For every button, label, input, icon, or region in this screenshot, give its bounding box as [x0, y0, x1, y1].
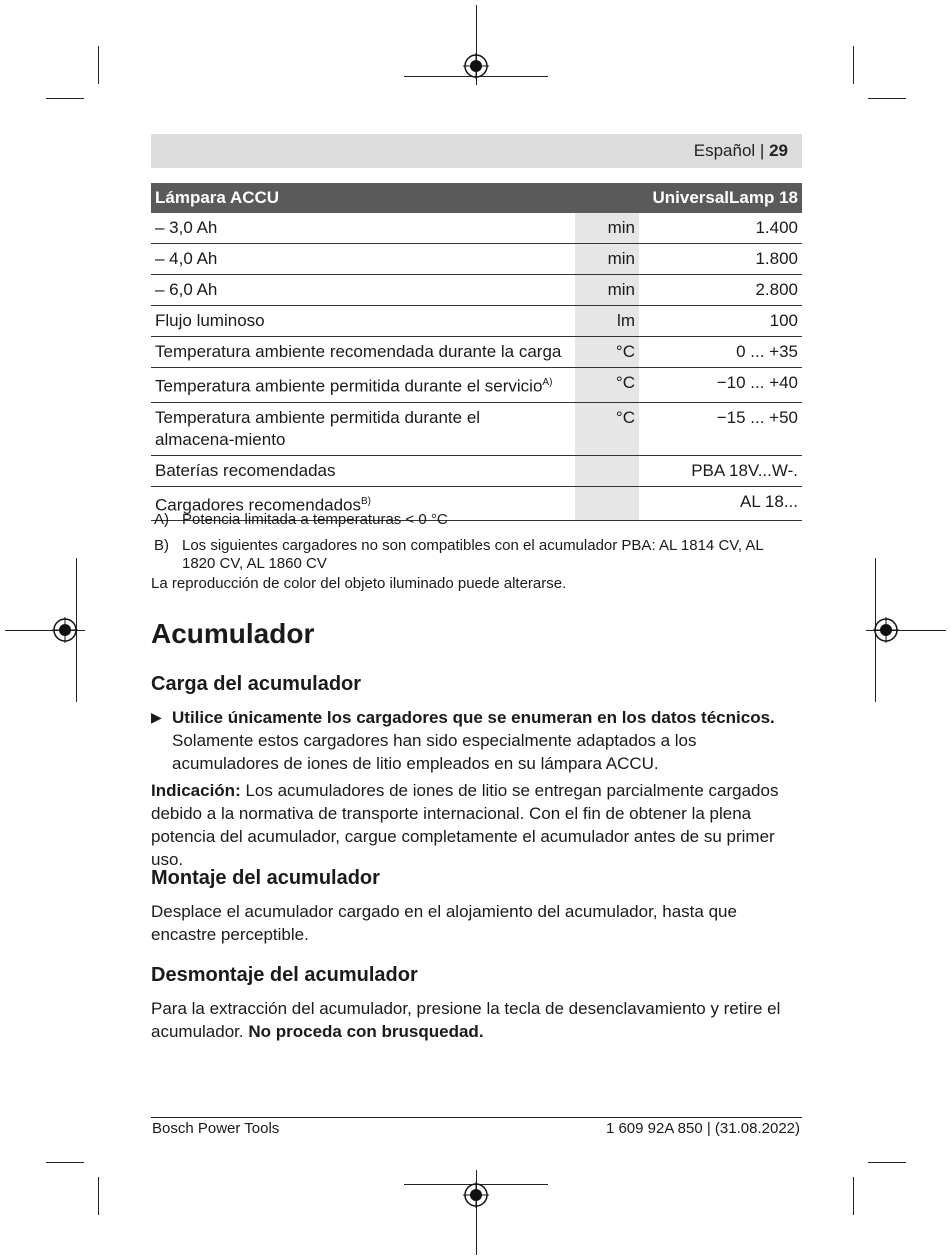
footer-doc-number: 1 609 92A 850 | (31.08.2022): [605, 1120, 800, 1137]
removal-title: Desmontaje del acumulador: [151, 964, 418, 986]
footnote-text: Potencia limitada a temperaturas < 0 °C: [182, 511, 448, 528]
row-value: 1.800: [639, 244, 802, 275]
row-label: – 4,0 Ah: [151, 244, 575, 275]
registration-mark-icon: [52, 617, 78, 643]
row-unit: °C: [575, 402, 639, 455]
row-value: −10 ... +40: [639, 368, 802, 403]
mounting-title: Montaje del acumulador: [151, 867, 380, 889]
crop-mark: [98, 46, 99, 84]
bullet-text: Solamente estos cargadores han sido especialmente adaptados a los acumuladores de iones de litio empleados en su lámpara ACCU.: [172, 731, 697, 773]
table-row: [151, 275, 802, 306]
mounting-text: Desplace el acumulador cargado en el alojamiento del acumulador, hasta que encastre perceptible.: [151, 902, 737, 944]
footer-brand: Bosch Power Tools: [152, 1120, 280, 1137]
footnote-key: B): [154, 537, 169, 554]
note-label: Indicación:: [151, 781, 241, 800]
footnote-key: A): [154, 511, 169, 528]
table-row: [151, 368, 802, 403]
crop-mark: [46, 98, 84, 99]
charging-bullet: [151, 706, 803, 775]
table-row: [151, 213, 802, 244]
crop-mark: [868, 98, 906, 99]
note-text: Los acumuladores de iones de litio se entregan parcialmente cargados debido a la normativa de transporte internacional. Con el fin de obtener la plena potencia del acumulador, cargue completamente el acumulador antes de su primer uso.: [151, 781, 779, 869]
row-label: Temperatura ambiente permitida durante el almacena-miento: [151, 402, 575, 455]
row-label: – 3,0 Ah: [151, 213, 575, 244]
row-unit: °C: [575, 337, 639, 368]
removal-body: Para la extracción del acumulador, presione la tecla de desenclavamiento y retire el acumulador.: [151, 999, 781, 1041]
row-value: 2.800: [639, 275, 802, 306]
table-row: [151, 306, 802, 337]
row-label-text: Cargadores recomendados: [155, 495, 362, 515]
header-text: Español | 29: [693, 141, 788, 160]
crop-mark: [853, 46, 854, 84]
footnote-text: Los siguientes cargadores no son compatibles con el acumulador PBA: AL 1814 CV, AL 1820 CV, AL 1860 CV: [182, 537, 764, 572]
row-value: PBA 18V...W-.: [639, 455, 802, 486]
row-label-text: Temperatura ambiente permitida durante el servicio: [155, 376, 543, 396]
section-title: Acumulador: [151, 618, 315, 649]
row-unit: °C: [575, 368, 639, 403]
registration-mark-icon: [463, 1182, 489, 1208]
table-header-unit: [575, 183, 639, 213]
row-label: Flujo luminoso: [151, 306, 575, 337]
row-label: [151, 368, 575, 403]
footnote-a: [154, 511, 782, 529]
table-header-row: [151, 183, 802, 213]
table-row: [151, 402, 802, 455]
bullet-bold-text: Utilice únicamente los cargadores que se enumeran en los datos técnicos.: [172, 708, 775, 727]
table-row: [151, 455, 802, 486]
row-value: −15 ... +50: [639, 402, 802, 455]
registration-mark-icon: [873, 617, 899, 643]
row-label: Baterías recomendadas: [151, 455, 575, 486]
bullet-arrow-icon: ▶: [151, 709, 162, 725]
row-unit: min: [575, 275, 639, 306]
row-value: 1.400: [639, 213, 802, 244]
row-value: 100: [639, 306, 802, 337]
crop-mark: [868, 1162, 906, 1163]
crop-mark: [46, 1162, 84, 1163]
row-unit: lm: [575, 306, 639, 337]
row-value: 0 ... +35: [639, 337, 802, 368]
removal-text: [151, 997, 803, 1043]
table-header-model: UniversalLamp 18: [639, 183, 802, 213]
crop-mark: [98, 1177, 99, 1215]
row-label: Temperatura ambiente recomendada durante la carga: [151, 337, 575, 368]
page-number: 29: [769, 141, 788, 160]
registration-mark-icon: [463, 53, 489, 79]
footnote-ref: B): [361, 495, 372, 507]
page-header: [151, 134, 802, 168]
row-unit: [575, 455, 639, 486]
color-note: La reproducción de color del objeto iluminado puede alterarse.: [151, 575, 567, 592]
row-unit: min: [575, 244, 639, 275]
removal-warning: No proceda con brusquedad.: [248, 1022, 484, 1041]
row-label: – 6,0 Ah: [151, 275, 575, 306]
header-language: Español: [693, 141, 756, 160]
table-header-product: Lámpara ACCU: [151, 183, 575, 213]
footer-rule: [151, 1117, 802, 1118]
tech-data-table: [151, 183, 802, 521]
crop-mark: [853, 1177, 854, 1215]
table-row: [151, 244, 802, 275]
charging-title: Carga del acumulador: [151, 673, 362, 695]
footnote-b: [154, 537, 782, 573]
footnote-ref: A): [542, 377, 553, 388]
table-row: [151, 337, 802, 368]
row-value: AL 18...: [639, 486, 802, 521]
charging-note: [151, 779, 803, 871]
row-unit: min: [575, 213, 639, 244]
